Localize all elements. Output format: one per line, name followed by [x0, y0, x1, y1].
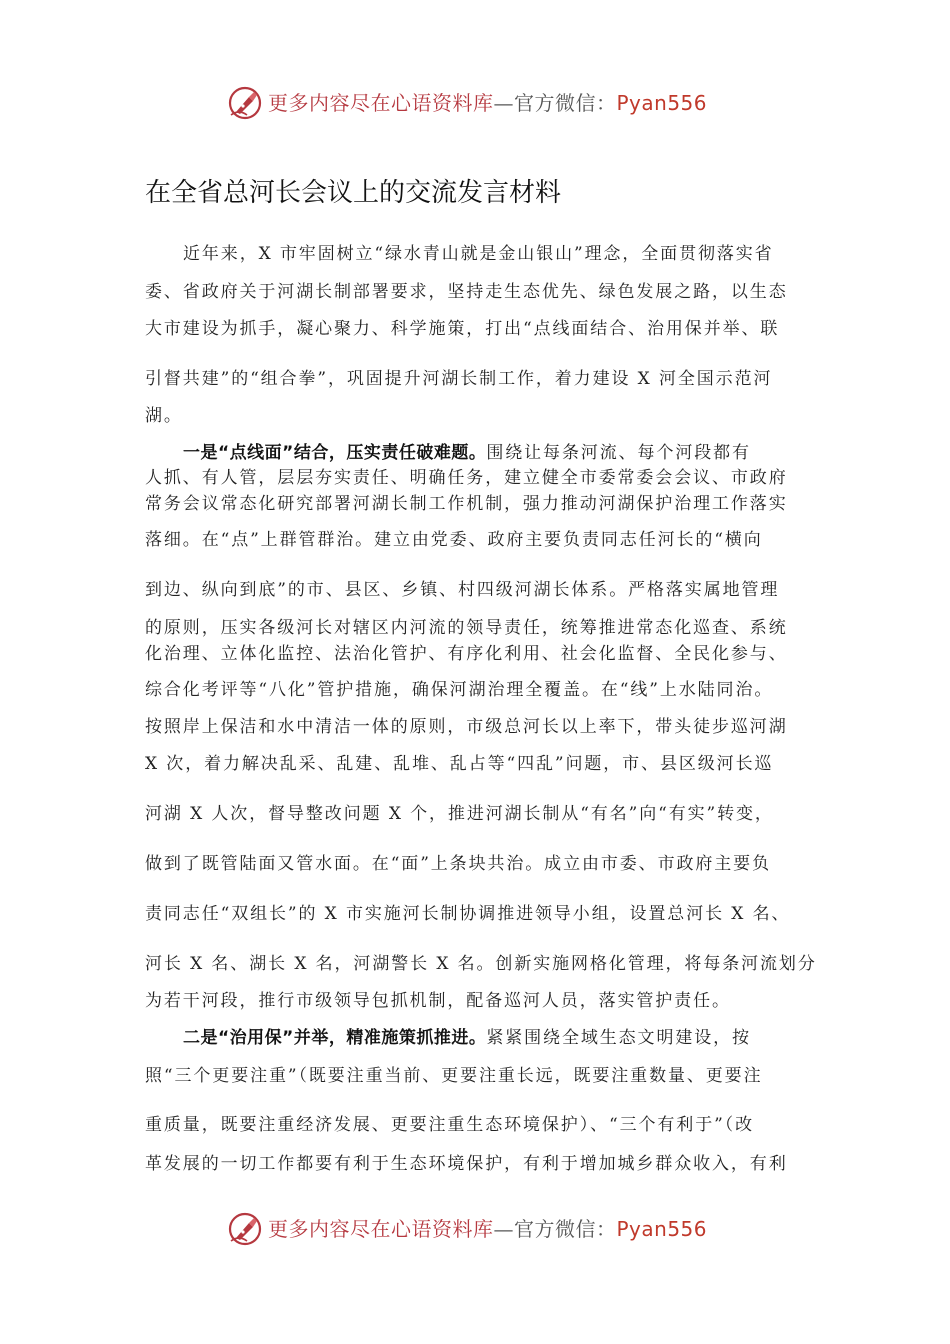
footer-banner: [0, 1210, 950, 1250]
banner-wechat-label: 官方微信：: [514, 1217, 617, 1241]
section-one-text: 围绕让每条河流、每个河段都有: [486, 443, 751, 463]
paragraph-line: 落细。在“点”上群管群治。建立由党委、政府主要负责同志任河长的“横向: [145, 530, 763, 550]
paragraph-line: 照“三个更要注重”（既要注重当前、更要注重长远，既要注重数量、更要注: [145, 1066, 763, 1086]
paragraph-line: 的原则，压实各级河长对辖区内河流的领导责任，统筹推进常态化巡查、系统: [145, 618, 788, 638]
paragraph-line: 重质量，既要注重经济发展、更要注重生态环境保护）、“三个有利于”（改: [145, 1115, 754, 1135]
paragraph-line: X 次，着力解决乱采、乱建、乱堆、乱占等“四乱”问题，市、县区级河长巡: [145, 754, 774, 774]
paragraph-line: 按照岸上保洁和水中清洁一体的原则，市级总河长以上率下，带头徒步巡河湖: [145, 717, 788, 737]
banner-text: [268, 90, 707, 116]
paragraph-line: 革发展的一切工作都要有利于生态环境保护，有利于增加城乡群众收入，有利: [145, 1154, 788, 1174]
paragraph-line: 化治理、立体化监控、法治化管护、有序化利用、社会化监督、全民化参与、: [145, 644, 788, 664]
banner-wechat-id: Pyan556: [616, 91, 708, 115]
banner-dash: —: [493, 1217, 514, 1241]
banner-wechat-label: 官方微信：: [514, 91, 617, 115]
pen-nib-logo-icon: [227, 85, 263, 121]
paragraph-line: 到边、纵向到底”的市、县区、乡镇、村四级河湖长体系。严格落实属地管理: [145, 580, 780, 600]
header-banner: [0, 84, 950, 124]
paragraph-line: 为若干河段，推行市级领导包抓机制，配备巡河人员，落实管护责任。: [145, 991, 731, 1011]
section-two-heading: 二是“治用保”并举，精准施策抓推进。: [183, 1028, 487, 1048]
section-one-heading: 一是“点线面”结合，压实责任破难题。: [183, 443, 487, 463]
paragraph-line: 近年来，X 市牢固树立“绿水青山就是金山银山”理念，全面贯彻落实省: [183, 244, 774, 264]
pen-nib-logo-icon: [227, 1211, 263, 1247]
banner-text: [268, 1216, 707, 1242]
paragraph-line: 引督共建”的“组合拳”，巩固提升河湖长制工作，着力建设 X 河全国示范河: [145, 369, 773, 389]
paragraph-line: 委、省政府关于河湖长制部署要求，坚持走生态优先、绿色发展之路，以生态: [145, 282, 788, 302]
document-title: 在全省总河长会议上的交流发言材料: [145, 178, 562, 208]
paragraph-line: 湖。: [145, 406, 183, 426]
section-two-text: 紧紧围绕全域生态文明建设，按: [486, 1028, 751, 1048]
paragraph-line: 河长 X 名、湖长 X 名，河湖警长 X 名。创新实施网格化管理，将每条河流划分: [145, 954, 817, 974]
section-two-first-line: [183, 1026, 751, 1050]
banner-dash: —: [493, 91, 514, 115]
paragraph-line: 责同志任“双组长”的 X 市实施河长制协调推进领导小组，设置总河长 X 名、: [145, 904, 791, 924]
paragraph-line: 做到了既管陆面又管水面。在“面”上条块共治。成立由市委、市政府主要负: [145, 854, 771, 874]
paragraph-line: 综合化考评等“八化”管护措施，确保河湖治理全覆盖。在“线”上水陆同治。: [145, 680, 774, 700]
paragraph-line: 大市建设为抓手，凝心聚力、科学施策，打出“点线面结合、治用保并举、联: [145, 319, 780, 339]
banner-wechat-id: Pyan556: [616, 1217, 708, 1241]
banner-slogan: 更多内容尽在心语资料库: [268, 1217, 494, 1241]
paragraph-line: 常务会议常态化研究部署河湖长制工作机制，强力推动河湖保护治理工作落实: [145, 494, 788, 514]
section-one-first-line: [183, 441, 751, 465]
paragraph-line: 河湖 X 人次，督导整改问题 X 个，推进河湖长制从“有名”向“有实”转变，: [145, 804, 774, 824]
banner-slogan: 更多内容尽在心语资料库: [268, 91, 494, 115]
paragraph-line: 人抓、有人管，层层夯实责任、明确任务，建立健全市委常委会会议、市政府: [145, 468, 788, 488]
